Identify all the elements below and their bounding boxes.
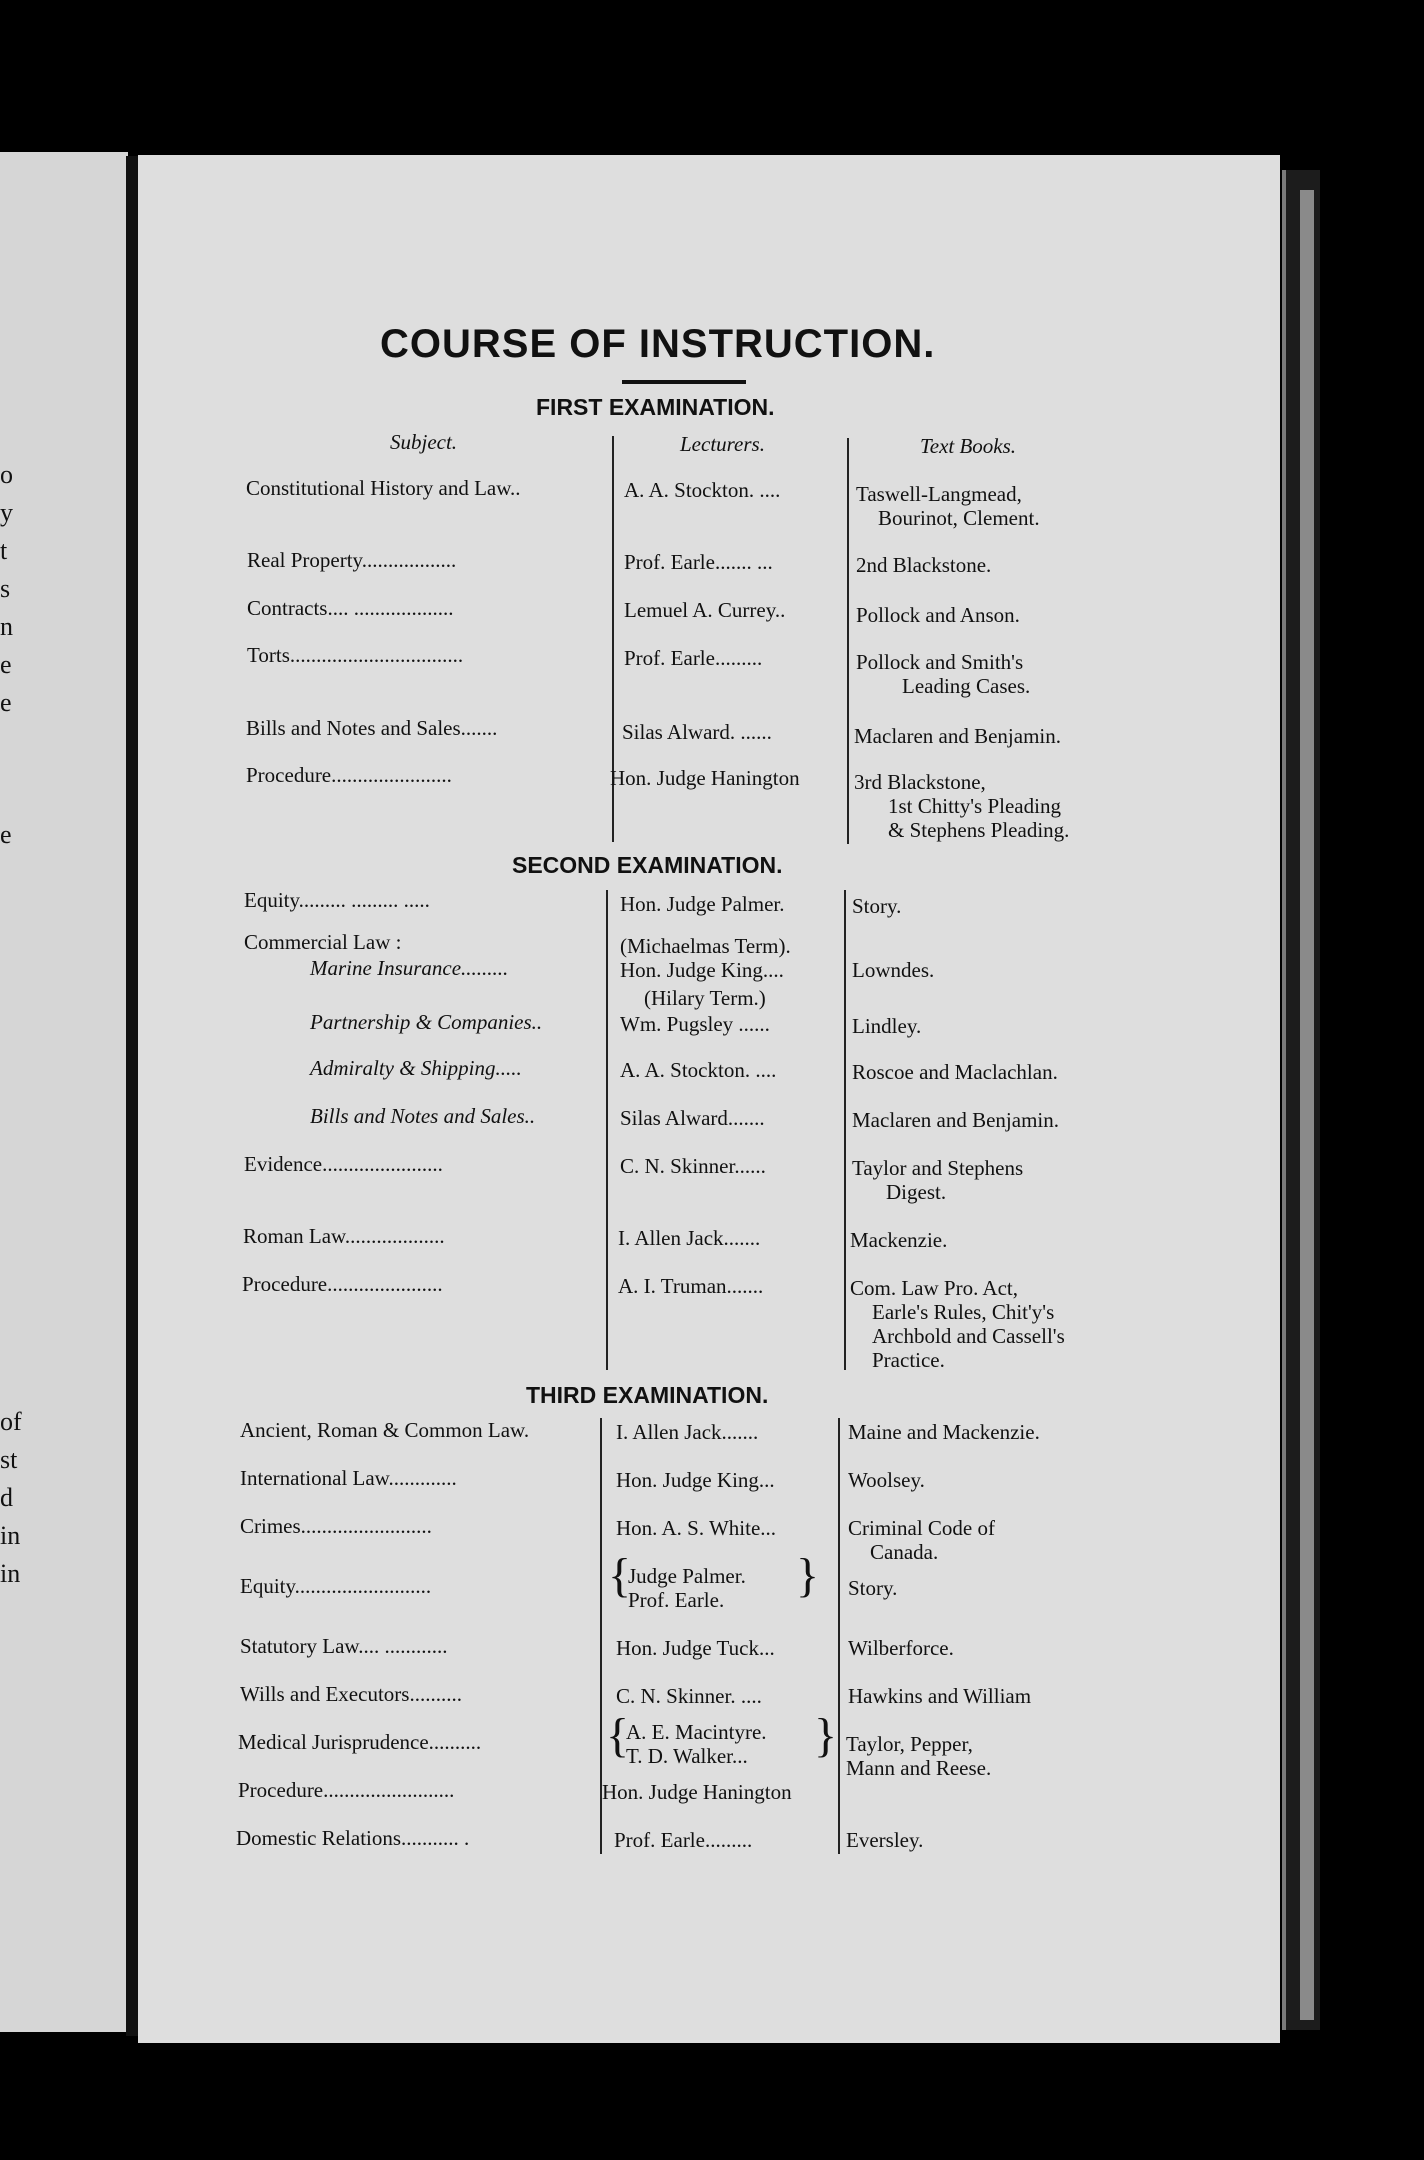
text-book-cell: Mann and Reese. [846, 1756, 992, 1780]
text-book-cell: Canada. [870, 1540, 939, 1564]
subject-cell: Constitutional History and Law.. [246, 476, 521, 500]
text-book-cell: Woolsey. [848, 1468, 925, 1492]
text-book-cell: & Stephens Pleading. [888, 818, 1070, 842]
text-book-cell: Lindley. [852, 1014, 922, 1038]
facing-page-fragment: y [0, 498, 13, 527]
subject-column-header: Subject. [390, 430, 458, 454]
facing-page-fragment: o [0, 460, 13, 489]
subject-cell: Marine Insurance......... [310, 956, 509, 980]
facing-page-fragment: t [0, 536, 8, 565]
lecturer-cell: Hon. Judge Hanington [602, 1780, 792, 1804]
lecturer-cell: C. N. Skinner. .... [616, 1684, 762, 1708]
text-book-cell: Maclaren and Benjamin. [852, 1108, 1060, 1132]
title-rule [622, 380, 746, 384]
text-book-cell: Hawkins and William [848, 1684, 1032, 1708]
text-book-cell: 2nd Blackstone. [856, 553, 992, 577]
text-book-cell: Practice. [872, 1348, 945, 1372]
third-exam-heading: THIRD EXAMINATION. [526, 1382, 769, 1408]
lecturer-cell: Hon. Judge King.... [620, 958, 784, 982]
text-book-cell: Criminal Code of [848, 1516, 995, 1540]
lecturer-cell: Lemuel A. Currey.. [624, 598, 786, 622]
left-brace: { [606, 1709, 630, 1762]
lecturer-cell: I. Allen Jack....... [618, 1226, 761, 1250]
subject-group-label: Commercial Law : [244, 930, 402, 954]
subject-cell: Contracts.... ................... [247, 596, 454, 620]
subject-cell: Torts................................. [247, 643, 464, 667]
text-book-cell: Taylor, Pepper, [846, 1732, 973, 1756]
lecturer-cell: C. N. Skinner...... [620, 1154, 766, 1178]
facing-page-fragment: of [0, 1407, 22, 1436]
subject-cell: Roman Law................... [243, 1224, 445, 1248]
lecturer-cell: Hon. A. S. White... [616, 1516, 777, 1540]
text-book-cell: Wilberforce. [848, 1636, 954, 1660]
text-book-cell: Leading Cases. [902, 674, 1031, 698]
text-book-cell: Story. [848, 1576, 898, 1600]
text-book-cell: Earle's Rules, Chit'y's [872, 1300, 1055, 1324]
lecturer-cell: Judge Palmer. [628, 1564, 746, 1588]
term-label: (Michaelmas Term). [620, 934, 791, 958]
text-book-cell: Digest. [886, 1180, 947, 1204]
subject-cell: Statutory Law.... ............ [240, 1634, 448, 1658]
column-rule [844, 890, 846, 1370]
subject-cell: Wills and Executors.......... [240, 1682, 462, 1706]
lecturer-cell: Prof. Earle......... [614, 1828, 753, 1852]
first-exam-heading: FIRST EXAMINATION. [536, 394, 775, 420]
text-book-cell: Pollock and Anson. [856, 603, 1020, 627]
lecturer-cell: Hon. Judge Palmer. [620, 892, 785, 916]
facing-page-edge [0, 152, 128, 2032]
facing-page-fragment: n [0, 612, 13, 641]
lecturer-cell: Hon. Judge Hanington [610, 766, 800, 790]
facing-page-fragment: e [0, 820, 12, 849]
text-book-cell: Maine and Mackenzie. [848, 1420, 1040, 1444]
lecturer-cell: Prof. Earle....... ... [624, 550, 773, 574]
text-book-cell: Lowndes. [852, 958, 935, 982]
subject-cell: Evidence....................... [244, 1152, 443, 1176]
right-brace: } [814, 1709, 838, 1762]
lecturer-cell: A. E. Macintyre. [626, 1720, 767, 1744]
subject-cell: Equity......... ......... ..... [244, 888, 430, 912]
text-book-cell: Mackenzie. [850, 1228, 948, 1252]
text-book-cell: Archbold and Cassell's [872, 1324, 1065, 1348]
text-books-column-header: Text Books. [920, 434, 1017, 458]
lecturer-cell: A. I. Truman....... [618, 1274, 764, 1298]
subject-cell: Procedure...................... [242, 1272, 443, 1296]
subject-cell: Ancient, Roman & Common Law. [240, 1418, 530, 1442]
lecturer-cell: Hon. Judge Tuck... [616, 1636, 775, 1660]
lecturer-cell: Wm. Pugsley ...... [620, 1012, 770, 1036]
text-book-cell: Roscoe and Maclachlan. [852, 1060, 1058, 1084]
lecturer-cell: Prof. Earle......... [624, 646, 763, 670]
lecturer-cell: Silas Alward. ...... [622, 720, 772, 744]
text-book-cell: Story. [852, 894, 902, 918]
second-exam-heading: SECOND EXAMINATION. [512, 852, 783, 878]
lecturer-cell: T. D. Walker... [626, 1744, 748, 1768]
term-label: (Hilary Term.) [644, 986, 766, 1010]
subject-cell: Bills and Notes and Sales....... [246, 716, 498, 740]
subject-cell: Procedure......................... [238, 1778, 455, 1802]
text-book-cell: 1st Chitty's Pleading [888, 794, 1061, 818]
facing-page-fragment: e [0, 688, 12, 717]
lecturer-cell: A. A. Stockton. .... [624, 478, 781, 502]
subject-cell: Admiralty & Shipping..... [310, 1056, 522, 1080]
lecturer-cell: Hon. Judge King... [616, 1468, 775, 1492]
subject-cell: International Law............. [240, 1466, 457, 1490]
right-brace: } [796, 1549, 820, 1602]
text-book-cell: 3rd Blackstone, [854, 770, 986, 794]
subject-cell: Real Property.................. [247, 548, 457, 572]
lecturer-cell: I. Allen Jack....... [616, 1420, 759, 1444]
text-book-cell: Com. Law Pro. Act, [850, 1276, 1018, 1300]
subject-cell: Procedure....................... [246, 763, 452, 787]
text-book-cell: Taylor and Stephens [852, 1156, 1024, 1180]
lecturers-column-header: Lecturers. [680, 432, 765, 456]
facing-page-fragment: s [0, 574, 11, 603]
column-rule [606, 890, 608, 1370]
page-edge-inner [1300, 190, 1314, 2020]
subject-cell: Partnership & Companies.. [310, 1010, 543, 1034]
facing-page-fragment: st [0, 1445, 18, 1474]
text-book-cell: Eversley. [846, 1828, 924, 1852]
subject-cell: Crimes......................... [240, 1514, 432, 1538]
facing-page-fragment: e [0, 650, 12, 679]
page-title: COURSE OF INSTRUCTION. [380, 322, 936, 366]
subject-cell: Bills and Notes and Sales.. [310, 1104, 536, 1128]
subject-cell: Equity.......................... [240, 1574, 432, 1598]
text-book-cell: Maclaren and Benjamin. [854, 724, 1062, 748]
facing-page-fragment: in [0, 1521, 21, 1550]
text-book-cell: Taswell-Langmead, [856, 482, 1022, 506]
facing-page-fragment: d [0, 1483, 13, 1512]
text-book-cell: Pollock and Smith's [856, 650, 1024, 674]
facing-page-fragment: in [0, 1559, 21, 1588]
text-book-cell: Bourinot, Clement. [878, 506, 1040, 530]
subject-cell: Medical Jurisprudence.......... [238, 1730, 482, 1754]
lecturer-cell: A. A. Stockton. .... [620, 1058, 777, 1082]
column-rule [838, 1418, 840, 1854]
lecturer-cell: Silas Alward....... [620, 1106, 765, 1130]
column-rule [847, 438, 849, 844]
subject-cell: Domestic Relations........... . [236, 1826, 470, 1850]
lecturer-cell: Prof. Earle. [628, 1588, 725, 1612]
left-brace: { [608, 1549, 632, 1602]
